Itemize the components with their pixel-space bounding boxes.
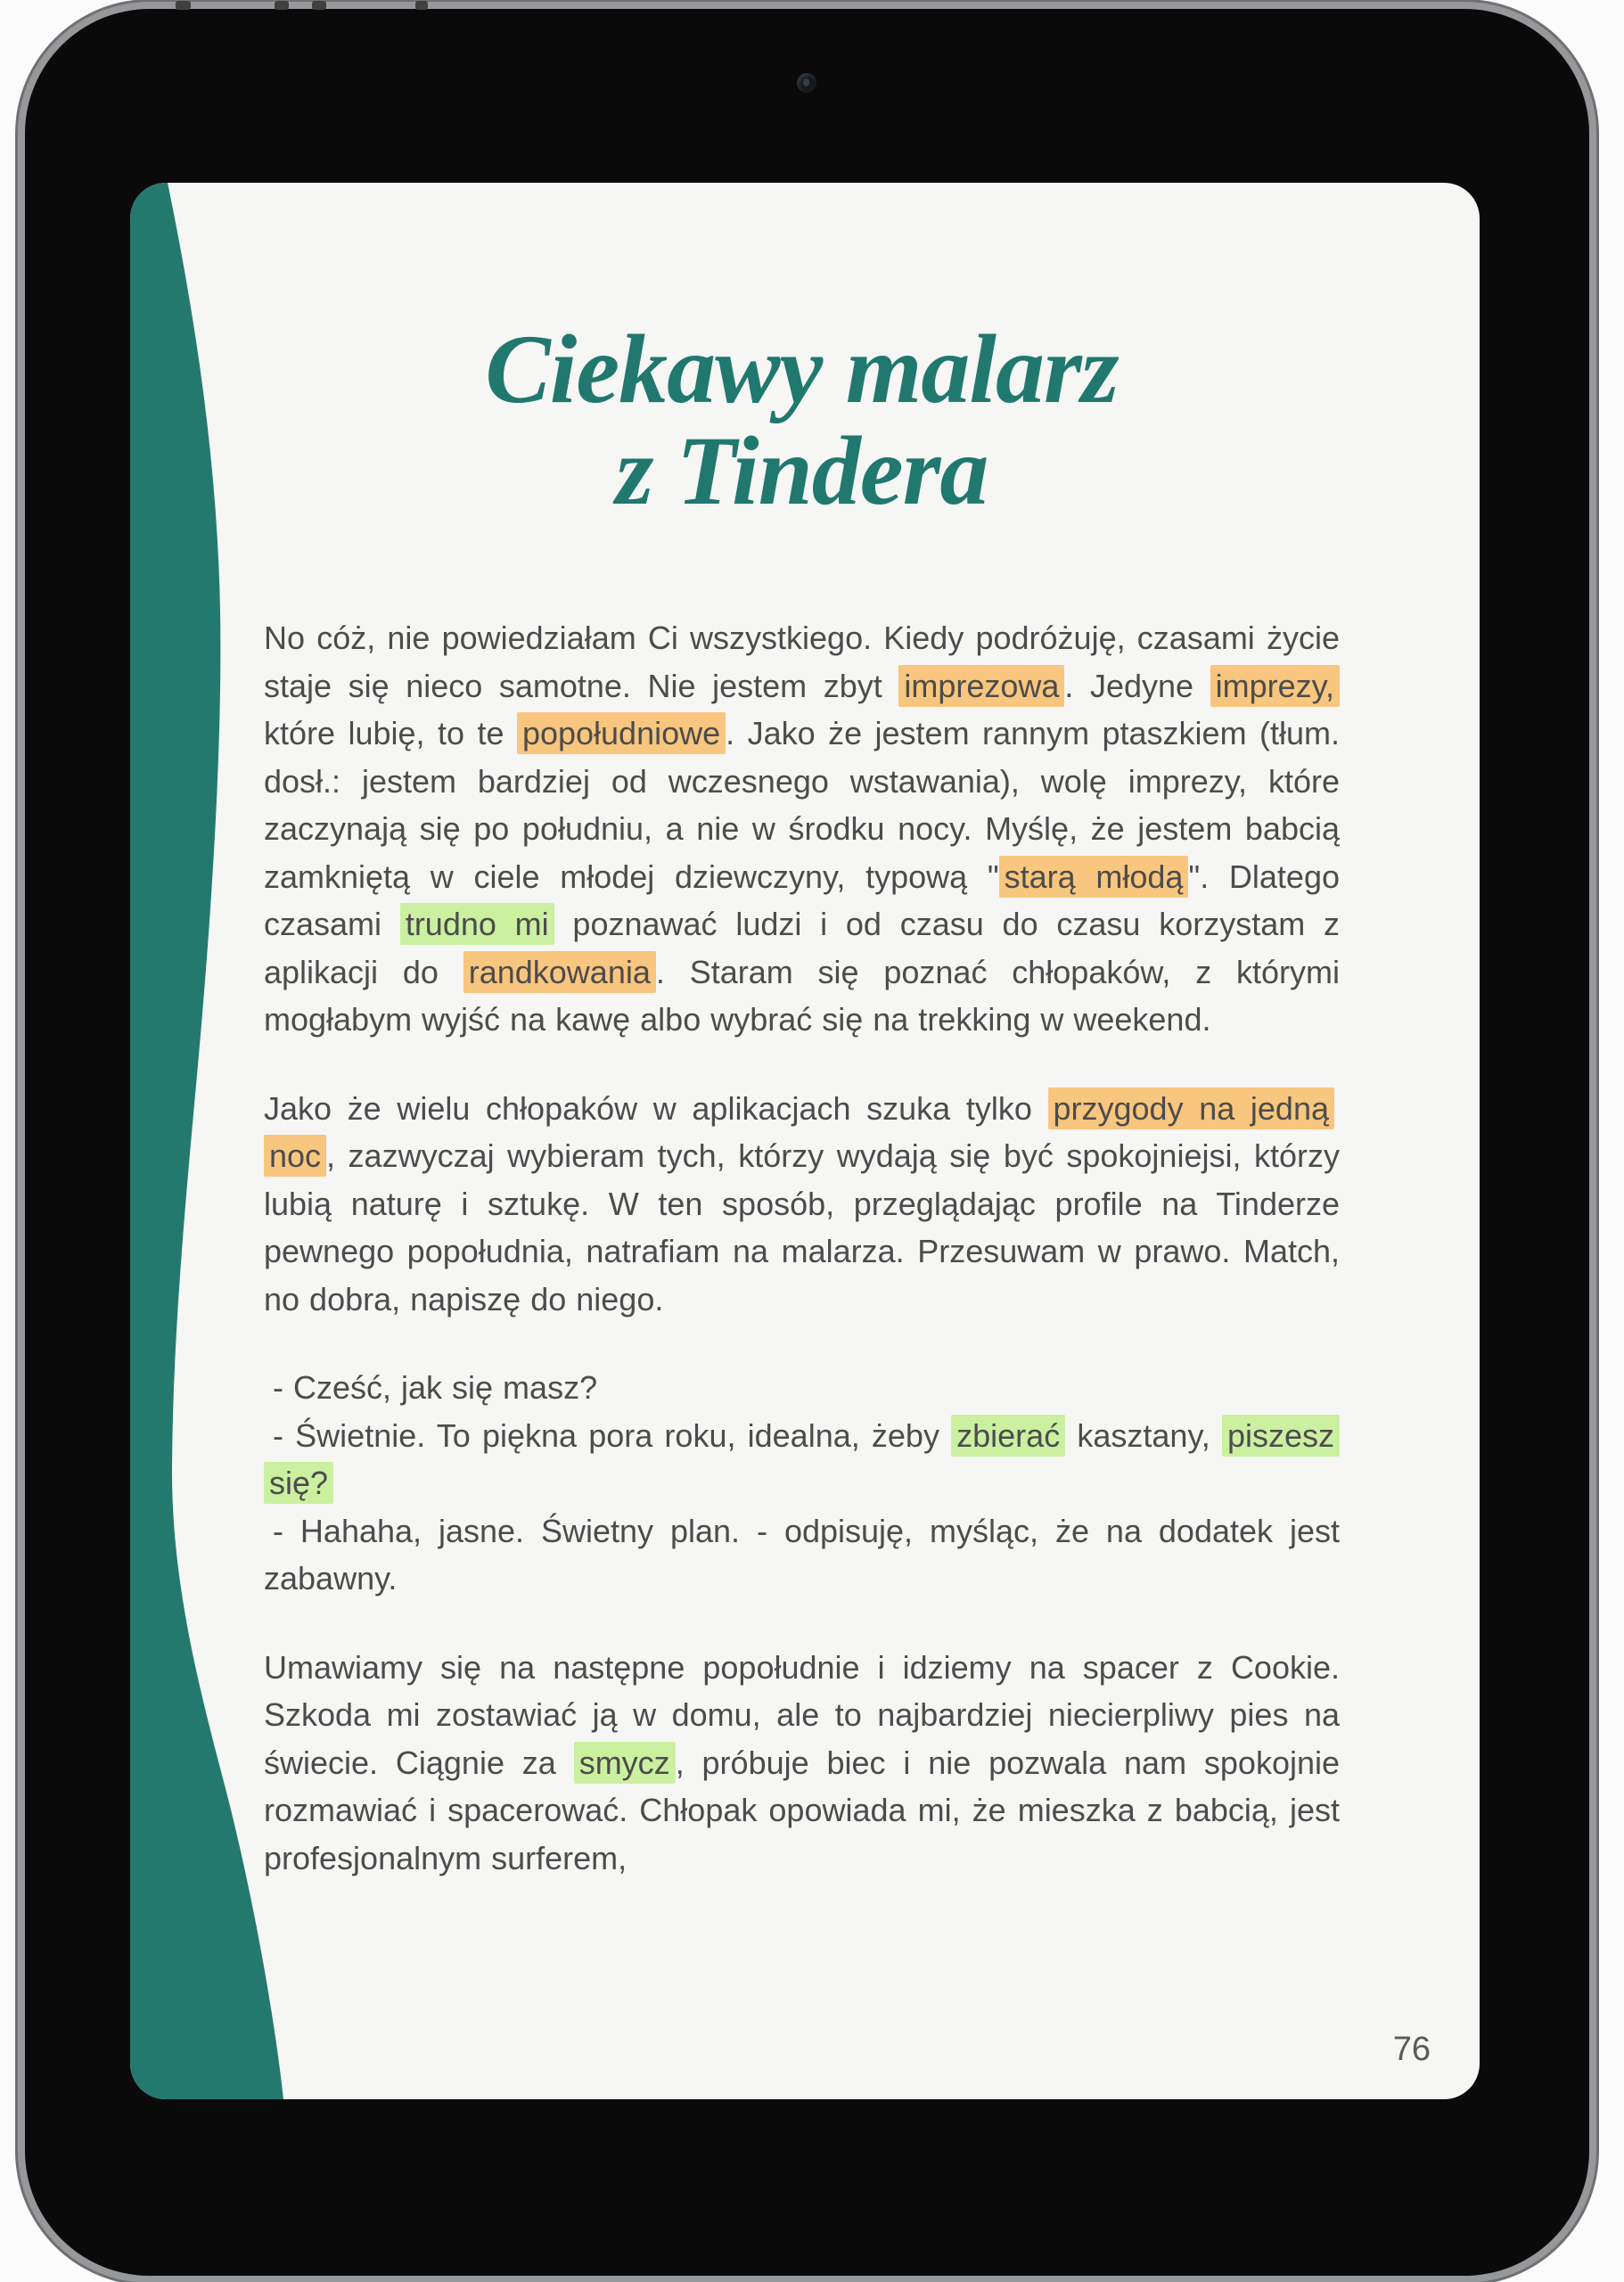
highlighted-text: starą młodą: [999, 856, 1189, 898]
page-title: [264, 315, 1340, 525]
front-camera-icon: [797, 73, 816, 93]
highlighted-text: popołudniowe: [517, 712, 726, 754]
highlighted-text: smycz: [574, 1742, 676, 1784]
paragraph: Umawiamy się na następne popołudnie i idziemy na spacer z Cookie. Szkoda mi zostawiać ją w domu, ale to najbardziej niecierpliwy pies na świecie. Ciągnie za smycz , próbuje biec i nie pozwala nam spokojnie rozmawiać i spacerować. Chłopak opowiada mi, że mieszka z babcią, jest profesjonalnym surferem,: [264, 1648, 1340, 1876]
volume-down-button: [312, 1, 326, 10]
paragraph: No cóż, nie powiedziałam Ci wszystkiego. Kiedy podróżuję, czasami życie staje się nieco samotne. Nie jestem zbyt imprezowa . Jedyne imprezy, które lubię, to te popołudniowe . Jako że jestem rannym ptaszkiem (tłum. dosł.: jestem bardziej od wczesnego wstawania), wolę imprezy, które zaczynają się po południu, a nie w środku nocy. Myślę, że jestem babcią zamkniętą w ciele młodej dziewczyny, typową " starą młodą ". Dlatego czasami trudno mi poznawać ludzi i od czasu do czasu korzystam z aplikacji do randkowania . Staram się poznać chłopaków, z którymi mogłabym wyjść na kawę albo wybrać się na trekking w weekend.: [264, 620, 1340, 1038]
highlighted-text: piszesz się?: [264, 1415, 1340, 1505]
dialogue-line: - Hahaha, jasne. Świetny plan. - odpisuję, myśląc, że na dodatek jest zabawny.: [264, 1512, 1340, 1597]
paragraphs: [264, 614, 1340, 1882]
power-button: [176, 1, 191, 10]
highlighted-text: randkowania: [463, 951, 656, 993]
highlighted-text: imprezy,: [1210, 665, 1340, 707]
highlighted-text: imprezowa: [898, 665, 1064, 707]
dialogue-line: - Cześć, jak się masz?: [273, 1369, 598, 1406]
mic-hole: [415, 1, 428, 10]
page-title-line-2: z Tindera: [615, 416, 988, 525]
highlighted-text: trudno mi: [400, 903, 554, 945]
page-number: 76: [1392, 2031, 1431, 2068]
paragraph: Jako że wielu chłopaków w aplikacjach szuka tylko przygody na jedną noc , zazwyczaj wybieram tych, którzy wydają się być spokojniejsi, którzy lubią naturę i sztukę. W ten sposób, przeglądając profile na Tinderze pewnego popołudnia, natrafiam na malarza. Przesuwam w prawo. Match, no dobra, napiszę do niego.: [264, 1085, 1340, 1324]
dialogue-line: - Świetnie. To piękna pora roku, idealna, żeby zbierać kasztany, piszesz się?: [264, 1412, 1340, 1507]
camera-lens-dot: [803, 78, 809, 86]
highlighted-text: zbierać: [951, 1415, 1065, 1457]
volume-up-button: [275, 1, 289, 10]
page-title-line-1: Ciekawy malarz: [485, 315, 1119, 423]
ebook-page: [130, 183, 1480, 2099]
page-content: [130, 183, 1480, 2099]
highlighted-text: przygody na jedną noc: [264, 1088, 1334, 1178]
